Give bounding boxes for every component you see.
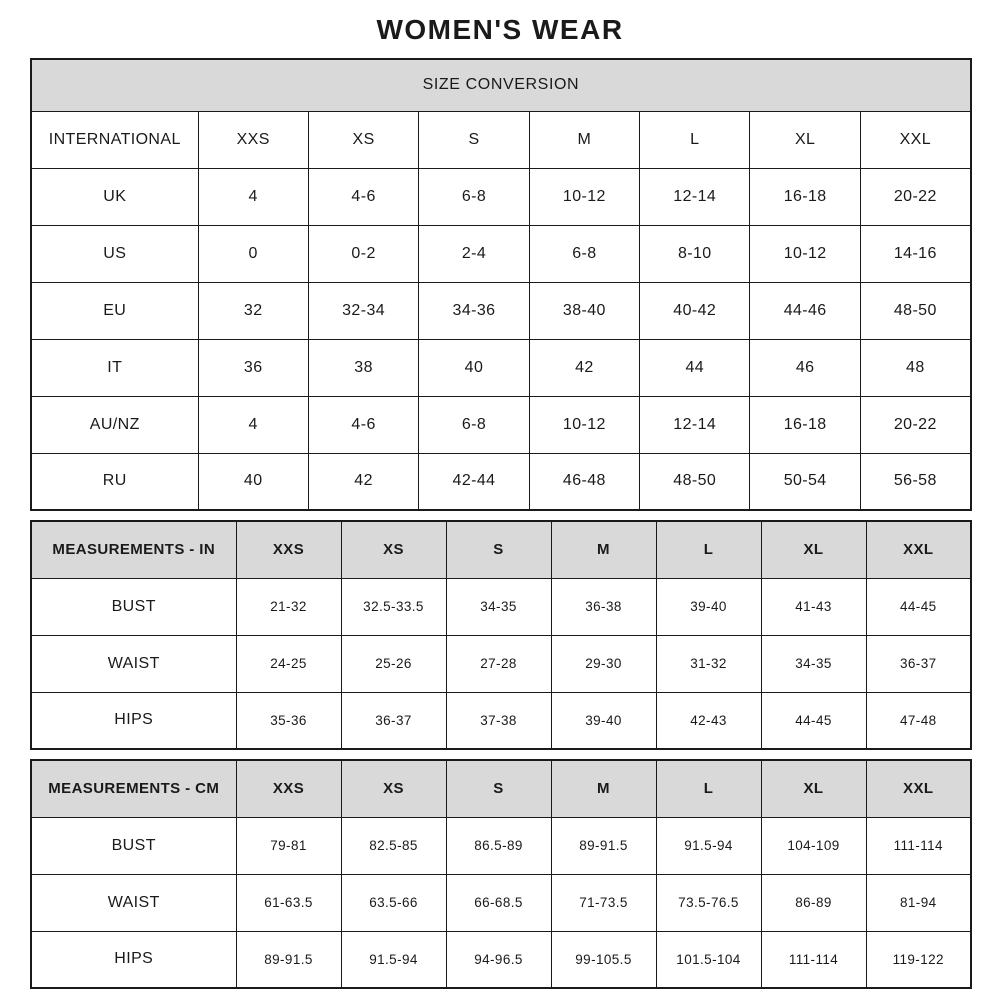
size-column-header: S [419, 111, 529, 168]
value-cell: 42-43 [656, 692, 761, 749]
value-cell: 44-45 [866, 578, 971, 635]
value-cell: 104-109 [761, 817, 866, 874]
value-cell: 86.5-89 [446, 817, 551, 874]
value-cell: 44 [640, 339, 750, 396]
value-cell: 36-38 [551, 578, 656, 635]
table-row [31, 339, 971, 396]
size-column-header: S [446, 760, 551, 817]
value-cell: 6-8 [419, 168, 529, 225]
value-cell: 91.5-94 [656, 817, 761, 874]
value-cell: 89-91.5 [236, 931, 341, 988]
measurements-cm-table [30, 759, 972, 989]
table-row [31, 396, 971, 453]
value-cell: 56-58 [860, 453, 970, 510]
size-column-header: M [551, 521, 656, 578]
value-cell: 47-48 [866, 692, 971, 749]
value-cell: 101.5-104 [656, 931, 761, 988]
value-cell: 39-40 [656, 578, 761, 635]
value-cell: 79-81 [236, 817, 341, 874]
size-column-header: XL [750, 111, 860, 168]
value-cell: 42 [308, 453, 418, 510]
value-cell: 4-6 [308, 168, 418, 225]
size-column-header: XS [341, 521, 446, 578]
table-row [31, 817, 971, 874]
row-label: HIPS [31, 692, 236, 749]
row-label: WAIST [31, 635, 236, 692]
row-label: AU/NZ [31, 396, 198, 453]
header-label: MEASUREMENTS - CM [31, 760, 236, 817]
value-cell: 27-28 [446, 635, 551, 692]
value-cell: 44-45 [761, 692, 866, 749]
table-row [31, 225, 971, 282]
value-cell: 4 [198, 396, 308, 453]
size-column-header: L [656, 760, 761, 817]
size-column-header: XXS [236, 760, 341, 817]
value-cell: 40 [419, 339, 529, 396]
value-cell: 14-16 [860, 225, 970, 282]
value-cell: 36-37 [341, 692, 446, 749]
header-label: INTERNATIONAL [31, 111, 198, 168]
value-cell: 12-14 [640, 396, 750, 453]
value-cell: 34-36 [419, 282, 529, 339]
size-column-header: S [446, 521, 551, 578]
measurements-in-table [30, 520, 972, 750]
value-cell: 94-96.5 [446, 931, 551, 988]
row-label: IT [31, 339, 198, 396]
value-cell: 36-37 [866, 635, 971, 692]
value-cell: 4-6 [308, 396, 418, 453]
size-column-header: XXL [866, 760, 971, 817]
row-label: US [31, 225, 198, 282]
table-row [31, 692, 971, 749]
value-cell: 4 [198, 168, 308, 225]
value-cell: 111-114 [761, 931, 866, 988]
value-cell: 16-18 [750, 168, 860, 225]
value-cell: 42 [529, 339, 639, 396]
table-header-row [31, 760, 971, 817]
table-row [31, 282, 971, 339]
value-cell: 39-40 [551, 692, 656, 749]
value-cell: 8-10 [640, 225, 750, 282]
value-cell: 61-63.5 [236, 874, 341, 931]
row-label: RU [31, 453, 198, 510]
value-cell: 82.5-85 [341, 817, 446, 874]
value-cell: 40-42 [640, 282, 750, 339]
value-cell: 38-40 [529, 282, 639, 339]
size-column-header: XS [341, 760, 446, 817]
table-row [31, 168, 971, 225]
value-cell: 48-50 [640, 453, 750, 510]
value-cell: 21-32 [236, 578, 341, 635]
table-header-row [31, 111, 971, 168]
value-cell: 46-48 [529, 453, 639, 510]
value-cell: 48-50 [860, 282, 970, 339]
value-cell: 38 [308, 339, 418, 396]
value-cell: 34-35 [761, 635, 866, 692]
value-cell: 36 [198, 339, 308, 396]
table-row [31, 578, 971, 635]
row-label: HIPS [31, 931, 236, 988]
value-cell: 6-8 [529, 225, 639, 282]
value-cell: 32.5-33.5 [341, 578, 446, 635]
value-cell: 35-36 [236, 692, 341, 749]
size-column-header: XL [761, 760, 866, 817]
size-column-header: L [656, 521, 761, 578]
value-cell: 0 [198, 225, 308, 282]
value-cell: 71-73.5 [551, 874, 656, 931]
table-row [31, 635, 971, 692]
size-column-header: M [529, 111, 639, 168]
table-banner-row [31, 59, 971, 111]
value-cell: 10-12 [529, 396, 639, 453]
value-cell: 40 [198, 453, 308, 510]
value-cell: 37-38 [446, 692, 551, 749]
value-cell: 48 [860, 339, 970, 396]
value-cell: 41-43 [761, 578, 866, 635]
page-title: WOMEN'S WEAR [376, 14, 624, 45]
value-cell: 50-54 [750, 453, 860, 510]
size-column-header: XS [308, 111, 418, 168]
row-label: EU [31, 282, 198, 339]
value-cell: 89-91.5 [551, 817, 656, 874]
value-cell: 32 [198, 282, 308, 339]
table-row [31, 874, 971, 931]
value-cell: 2-4 [419, 225, 529, 282]
value-cell: 12-14 [640, 168, 750, 225]
size-column-header: XXL [866, 521, 971, 578]
table-row [31, 931, 971, 988]
size-column-header: XXS [236, 521, 341, 578]
size-column-header: XXS [198, 111, 308, 168]
value-cell: 16-18 [750, 396, 860, 453]
value-cell: 34-35 [446, 578, 551, 635]
value-cell: 20-22 [860, 168, 970, 225]
value-cell: 29-30 [551, 635, 656, 692]
value-cell: 6-8 [419, 396, 529, 453]
size-column-header: XXL [860, 111, 970, 168]
header-label: MEASUREMENTS - IN [31, 521, 236, 578]
value-cell: 81-94 [866, 874, 971, 931]
size-column-header: M [551, 760, 656, 817]
value-cell: 25-26 [341, 635, 446, 692]
value-cell: 44-46 [750, 282, 860, 339]
value-cell: 20-22 [860, 396, 970, 453]
value-cell: 32-34 [308, 282, 418, 339]
value-cell: 10-12 [750, 225, 860, 282]
value-cell: 10-12 [529, 168, 639, 225]
row-label: WAIST [31, 874, 236, 931]
row-label: UK [31, 168, 198, 225]
value-cell: 91.5-94 [341, 931, 446, 988]
row-label: BUST [31, 817, 236, 874]
value-cell: 42-44 [419, 453, 529, 510]
value-cell: 66-68.5 [446, 874, 551, 931]
value-cell: 99-105.5 [551, 931, 656, 988]
table-header-row [31, 521, 971, 578]
value-cell: 31-32 [656, 635, 761, 692]
table-row [31, 453, 971, 510]
row-label: BUST [31, 578, 236, 635]
value-cell: 73.5-76.5 [656, 874, 761, 931]
value-cell: 0-2 [308, 225, 418, 282]
value-cell: 24-25 [236, 635, 341, 692]
value-cell: 63.5-66 [341, 874, 446, 931]
value-cell: 86-89 [761, 874, 866, 931]
table-banner: SIZE CONVERSION [31, 59, 971, 111]
size-column-header: XL [761, 521, 866, 578]
size-column-header: L [640, 111, 750, 168]
size-conversion-table [30, 58, 972, 511]
value-cell: 119-122 [866, 931, 971, 988]
value-cell: 111-114 [866, 817, 971, 874]
value-cell: 46 [750, 339, 860, 396]
